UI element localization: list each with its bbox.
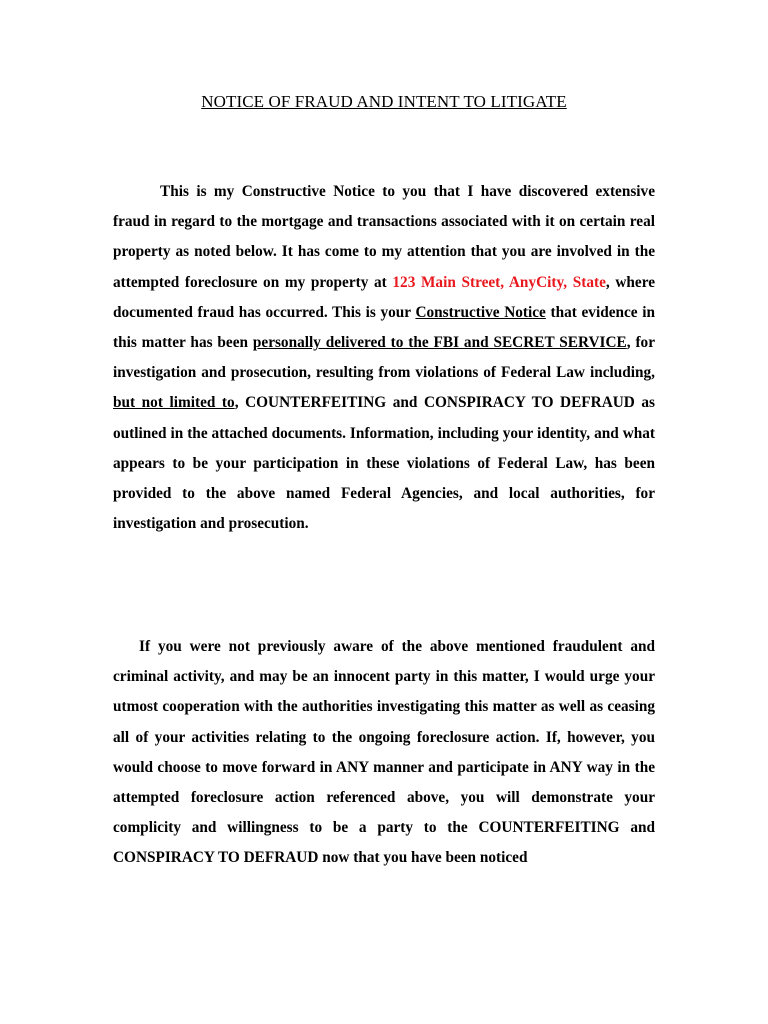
- underlined-phrase-constructive-notice: Constructive Notice: [415, 303, 546, 321]
- paragraph-cooperation-warning: If you were not previously aware of the above mentioned fraudulent and criminal activity, and may be an innocent party in this matter, I would urge your utmost cooperation with the authorities investigating this matter as well as ceasing all of your activities relating to the ongoing foreclosure action. If, however, you would choose to move forward in ANY manner and participate in ANY way in the attempted foreclosure action referenced above, you will demonstrate your complicity and willingness to be a party to the COUNTERFEITING and CONSPIRACY TO DEFRAUD now that you have been noticed: [113, 638, 655, 867]
- document-title: NOTICE OF FRAUD AND INTENT TO LITIGATE: [201, 92, 567, 111]
- paragraph-constructive-notice: [113, 177, 655, 539]
- paragraph-text: that evidence in this matter has been: [113, 303, 656, 352]
- paragraph-text: , COUNTERFEITING and CONSPIRACY TO DEFRAUD as outlined in the attached documents. Information, including your identity, and what appears to be your participation in these violations of Federal Law, has been provided to the above named Federal Agencies, and local authorities, for investigation and prosecution.: [113, 394, 655, 533]
- underlined-phrase-fbi-secret-service: personally delivered to the FBI and SECRET SERVICE: [252, 334, 627, 352]
- underlined-phrase-not-limited: but not limited to: [113, 394, 235, 412]
- property-address: 123 Main Street, AnyCity, State: [392, 273, 606, 291]
- paragraph-text: , for investigation and prosecution, resulting from violations of Federal Law including,: [113, 334, 655, 382]
- paragraph-text: This is my Constructive Notice to you that I have discovered extensive fraud in regard to the mortgage and transactions associated with it on certain real property as noted below. It has come to my attention that you are involved in the attempted foreclosure on my property at: [113, 183, 655, 291]
- paragraph-text: , where documented fraud has occurred. This is your: [113, 273, 656, 321]
